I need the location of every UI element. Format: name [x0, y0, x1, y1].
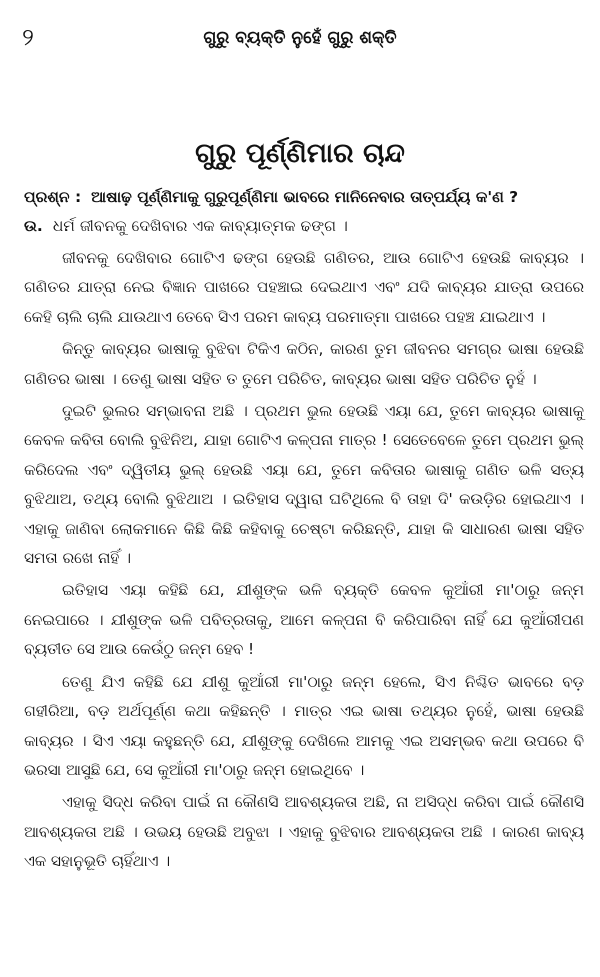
paragraph: ଇତିହାସ ଏୟା କହିଛି ଯେ, ଯୀଶୁଙ୍କ ଭଳି ବ୍ୟକ୍ତି କେବଳ କୁଆଁରୀ ମା'ଠାରୁ ଜନ୍ମ ନେଇପାରେ । ଯୀଶୁଙ୍କ ଭଳି ପବିତ୍ରତାକୁ, ଆମେ କଳ୍ପନା ବି କରିପାରିବା ନାହିଁ ଯେ କୁଆଁରୀପଣ ବ୍ୟତୀତ ସେ ଆଉ କେଉଁଠୁ ଜନ୍ମ ହେବ !: [24, 581, 584, 659]
answer-row: [24, 212, 586, 241]
page-number: ୨: [22, 23, 34, 51]
paragraph: ଦୁଇଟି ଭୁଲର ସମ୍ଭାବନା ଅଛି । ପ୍ରଥମ ଭୁଲ ହେଉଛି ଏୟା ଯେ, ତୁମେ କାବ୍ୟର ଭାଷାକୁ କେବଳ କବିତା ବୋଲି ବୁଝିନିଅ, ଯାହା ଗୋଟିଏ କଳ୍ପନା ମାତ୍ର ! ସେତେବେଳେ ତୁମେ ପ୍ରଥମ ଭୁଲ୍ କରିଦେଲ ଏବଂ ଦ୍ୱିତୀୟ ଭୁଲ୍ ହେଉଛି ଏୟା ଯେ, ତୁମେ କବିତାର ଭାଷାକୁ ଗଣିତ ଭଳି ସତ୍ୟ ବୁଝିଥାଅ, ତଥ୍ୟ ବୋଲି ବୁଝିଥାଅ । ଇତିହାସ ଦ୍ୱାରା ଘଟିଥିଲେ ବି ତାହା ଦି' କଉଡ଼ିର ହୋଇଥାଏ । ଏହାକୁ ଜାଣିବା ଲୋକମାନେ କିଛି କିଛି କହିବାକୁ ଚେଷ୍ଟା କରିଛନ୍ତି, ଯାହା କି ସାଧାରଣ ଭାଷା ସହିତ ସମତା ରଖେ ନାହିଁ ।: [24, 402, 584, 568]
question-row: [24, 183, 586, 212]
running-header: [18, 22, 582, 56]
paragraph: ତେଣୁ ଯିଏ କହିଛି ଯେ ଯୀଶୁ କୁଆଁରୀ ମା'ଠାରୁ ଜନ୍ମ ହେଲେ, ସିଏ ନିଶ୍ଚିତ ଭାବରେ ବଡ଼ ଗହୀରିଆ, ବଡ଼ ଅର୍ଥପୂର୍ଣ୍ଣ କଥା କହିଛନ୍ତି । ମାତ୍ର ଏଇ ଭାଷା ତଥ୍ୟର ନୁହେଁ, ଭାଷା ହେଉଛି କାବ୍ୟର । ସିଏ ଏୟା କହୁଛନ୍ତି ଯେ, ଯୀଶୁଙ୍କୁ ଦେଖିଲେ ଆମକୁ ଏଇ ଅସମ୍ଭବ କଥା ଉପରେ ବି ଭରସା ଆସୁଛି ଯେ, ସେ କୁଆଁରୀ ମା'ଠାରୁ ଜନ୍ମ ହୋଇଥିବେ ।: [24, 672, 584, 779]
paragraph: କିନ୍ତୁ କାବ୍ୟର ଭାଷାକୁ ବୁଝିବା ଟିକିଏ କଠିନ, କାରଣ ତୁମ ଜୀବନର ସମଗ୍ର ଭାଷା ହେଉଛି ଗଣିତର ଭାଷା । ତେଣୁ ଭାଷା ସହିତ ତ ତୁମେ ପରିଚିତ, କାବ୍ୟର ଭାଷା ସହିତ ପରିଚିତ ନୁହଁ ।: [24, 340, 584, 388]
paragraph: ଜୀବନକୁ ଦେଖିବାର ଗୋଟିଏ ଢଙ୍ଗ ହେଉଛି ଗଣିତର, ଆଉ ଗୋଟିଏ ହେଉଛି କାବ୍ୟର । ଗଣିତର ଯାତ୍ରା ନେଇ ବିଜ୍ଞାନ ପାଖରେ ପହଞ୍ଚାଇ ଦେଇଥାଏ ଏବଂ ଯଦି କାବ୍ୟର ଯାତ୍ରା ଉପରେ କେହି ଚାଲି ଚାଲି ଯାଉଥାଏ ତେବେ ସିଏ ପରମ କାବ୍ୟ ପରମାତ୍ମା ପାଖରେ ପହଞ୍ଚ ଯାଇଥାଏ ।: [24, 249, 584, 326]
body-text: [24, 244, 584, 880]
question-text: ଆଷାଢ଼ ପୂର୍ଣ୍ଣିମାକୁ ଗୁରୁପୂର୍ଣ୍ଣିମା ଭାବରେ ମାନିନେବାର ତାତ୍ପର୍ଯ୍ୟ କ'ଣ ?: [91, 188, 519, 206]
chapter-title: ଗୁରୁ ପୂର୍ଣ୍ଣିମାର ଚାନ୍ଦ: [195, 138, 405, 169]
question-label: ପ୍ରଶ୍ନ :: [24, 188, 82, 206]
running-title: ଗୁରୁ ବ୍ୟକ୍ତି ନୁହେଁ ଗୁରୁ ଶକ୍ତି: [203, 28, 397, 48]
answer-text: ଧର୍ମ ଜୀବନକୁ ଦେଖିବାର ଏକ କାବ୍ୟାତ୍ମକ ଢଙ୍ଗ ।: [52, 217, 348, 235]
answer-label: ଉ.: [24, 217, 43, 235]
question-answer-block: [24, 183, 586, 241]
paragraph: ଏହାକୁ ସିଦ୍ଧ କରିବା ପାଇଁ ନା କୌଣସି ଆବଶ୍ୟକତା ଅଛି, ନା ଅସିଦ୍ଧ କରିବା ପାଇଁ କୌଣସି ଆବଶ୍ୟକତା ଅଛି । ଉଭୟ ହେଉଛି ଅବୁଝା । ଏହାକୁ ବୁଝିବାର ଆବଶ୍ୟକତା ଅଛି । କାରଣ କାବ୍ୟ ଏକ ସହାନୁଭୂତି ଚାହିଁଥାଏ ।: [24, 793, 584, 871]
